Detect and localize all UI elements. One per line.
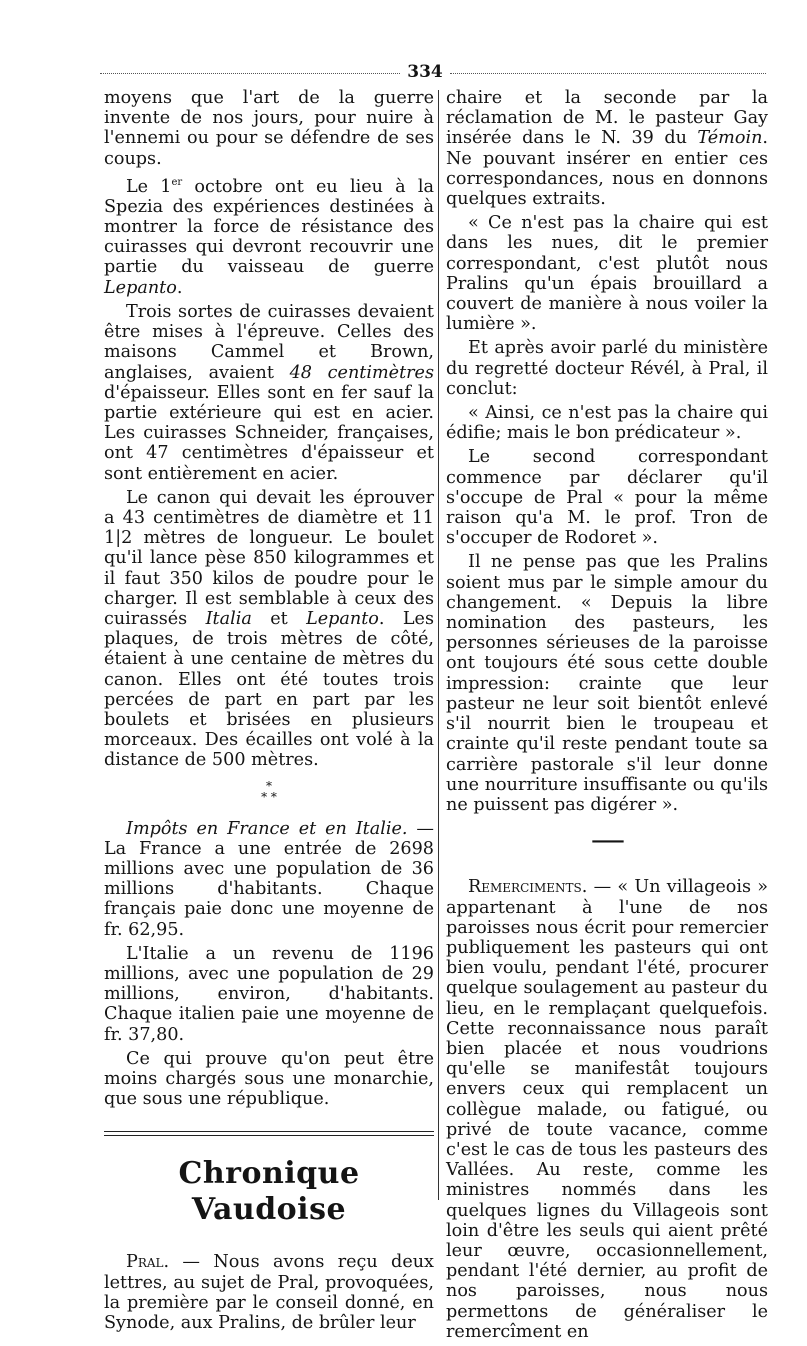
paragraph-impots: Impôts en France et en Italie. — La France a une entrée de 2698 millions avec une population de 36 millions d'habitants. Chaque français paie donc une moyenne de fr. 62,95. bbox=[104, 818, 434, 940]
rubric-label: Remerciments. bbox=[468, 877, 588, 898]
column-divider bbox=[438, 90, 439, 1200]
page-number: 334 bbox=[407, 62, 443, 82]
header-rule-left bbox=[100, 73, 400, 74]
ship-name: Lepanto bbox=[104, 277, 177, 298]
rubric-label: Pral. bbox=[126, 1252, 170, 1273]
right-column bbox=[446, 88, 768, 1346]
paragraph-second-correspondant: Le second correspondant commence par déclarer qu'il s'occupe de Pral « pour la même raison qu'a M. le prof. Tron de s'occuper de Rodoret ». bbox=[446, 447, 768, 549]
section-heading: Chronique Vaudoise bbox=[178, 1156, 360, 1228]
paragraph-continuation: moyens que l'art de la guerre invente de nos jours, pour nuire à l'ennemi ou pour se défendre de ses coups. bbox=[104, 88, 434, 169]
paragraph-italie: L'Italie a un revenu de 1196 millions, avec une population de 29 millions, environ, d'habitants. Chaque italien paie une moyenne de fr. 37,80. bbox=[104, 943, 434, 1045]
paragraph-remerciments: Remerciments. — « Un villageois » appartenant à l'une de nos paroisses nous écrit pour remercier publiquement les pasteurs qui ont bien voulu, pendant l'été, procurer quelque soulagement au pasteur du lieu, en le remplaçant quelquefois. Cette reconnaissance nous paraît bien placée et nous voudrions qu'elle se manifestât toujours envers ceux qui remplacent un collègue malade, ou fatigué, ou privé de toute vacance, comme c'est le cas de tous les pasteurs des Vallées. Au reste, comme les ministres nommés dans les quelques lignes du Villageois sont loin d'être les seuls qui aient prêté leur œuvre, occasionnellement, pendant l'été dernier, au profit de nos paroisses, nous nous permettons de généraliser le remercîment en bbox=[446, 877, 768, 1342]
section-double-rule bbox=[104, 1131, 434, 1136]
paragraph-canon: Le canon qui devait les éprouver a 43 centimètres de diamètre et 11 1|2 mètres de longueur. Le boulet qu'il lance pèse 850 kilogrammes et il faut 350 kilos de poudre pour le charger. Il est semblable à ceux des cuirassés Italia et Lepanto. Les plaques, de trois mètres de côté, étaient à une centaine de mètres du canon. Elles ont été toutes trois percées de part en part par les boulets et brisées en plusieurs morceaux. Des écailles ont volé à la distance de 500 mètres. bbox=[104, 487, 434, 771]
header-rule-right bbox=[450, 73, 766, 74]
section-dash: —— bbox=[591, 830, 623, 852]
page-header bbox=[100, 62, 766, 84]
paragraph-ministere: Et après avoir parlé du ministère du regretté docteur Révél, à Pral, il conclut: bbox=[446, 338, 768, 399]
paragraph-pral-continued: chaire et la seconde par la réclamation de M. le pasteur Gay insérée dans le N. 39 du Témoin. Ne pouvant insérer en entier ces correspondances, nous en donnons quelques extraits. bbox=[446, 88, 768, 210]
paragraph-spezia: Le 1er octobre ont eu lieu à la Spezia des expériences destinées à montrer la force de résistance des cuirasses qui devront recouvrir une partie du vaisseau de guerre Lepanto. bbox=[104, 176, 434, 298]
paragraph-pral: Pral. — Nous avons reçu deux lettres, au sujet de Pral, provoquées, la première par le conseil donné, en Synode, aux Pralins, de brûler leur bbox=[104, 1252, 434, 1334]
left-column bbox=[104, 88, 434, 1337]
paragraph-quote-1: « Ce n'est pas la chaire qui est dans les nues, dit le premier correspondant, c'est plutôt nous Pralins qu'un épais brouillard a couvert de manière à nous voiler la lumière ». bbox=[446, 213, 768, 335]
paragraph-conclusion: Ce qui prouve qu'on peut être moins chargés sous une monarchie, que sous une république. bbox=[104, 1048, 434, 1110]
section-asterism: * * * bbox=[261, 778, 277, 804]
paragraph-quote-2: « Ainsi, ce n'est pas la chaire qui édifie; mais le bon prédicateur ». bbox=[446, 403, 768, 444]
paragraph-cuirasses: Trois sortes de cuirasses devaient être mises à l'épreuve. Celles des maisons Cammel et Brown, anglaises, avaient 48 centimètres d'épaisseur. Elles sont en fer sauf la partie extérieure qui est en acier. Les cuirasses Schneider, françaises, ont 47 centimètres d'épaisseur et sont entièrement en acier. bbox=[104, 301, 434, 484]
article-title: Impôts en France et en Italie. bbox=[126, 818, 408, 839]
paragraph-changement: Il ne pense pas que les Pralins soient mus par le simple amour du changement. « Depuis la libre nomination des pasteurs, les personnes sérieuses de la paroisse ont toujours été sous cette double impression: crainte que leur pasteur ne leur soit bientôt enlevé s'il nourrit bien le troupeau et crainte qu'il reste pendant toute sa carrière pastorale s'il leur donne une nourriture insuffisante ou qu'ils ne puissent pas digérer ». bbox=[446, 552, 768, 815]
